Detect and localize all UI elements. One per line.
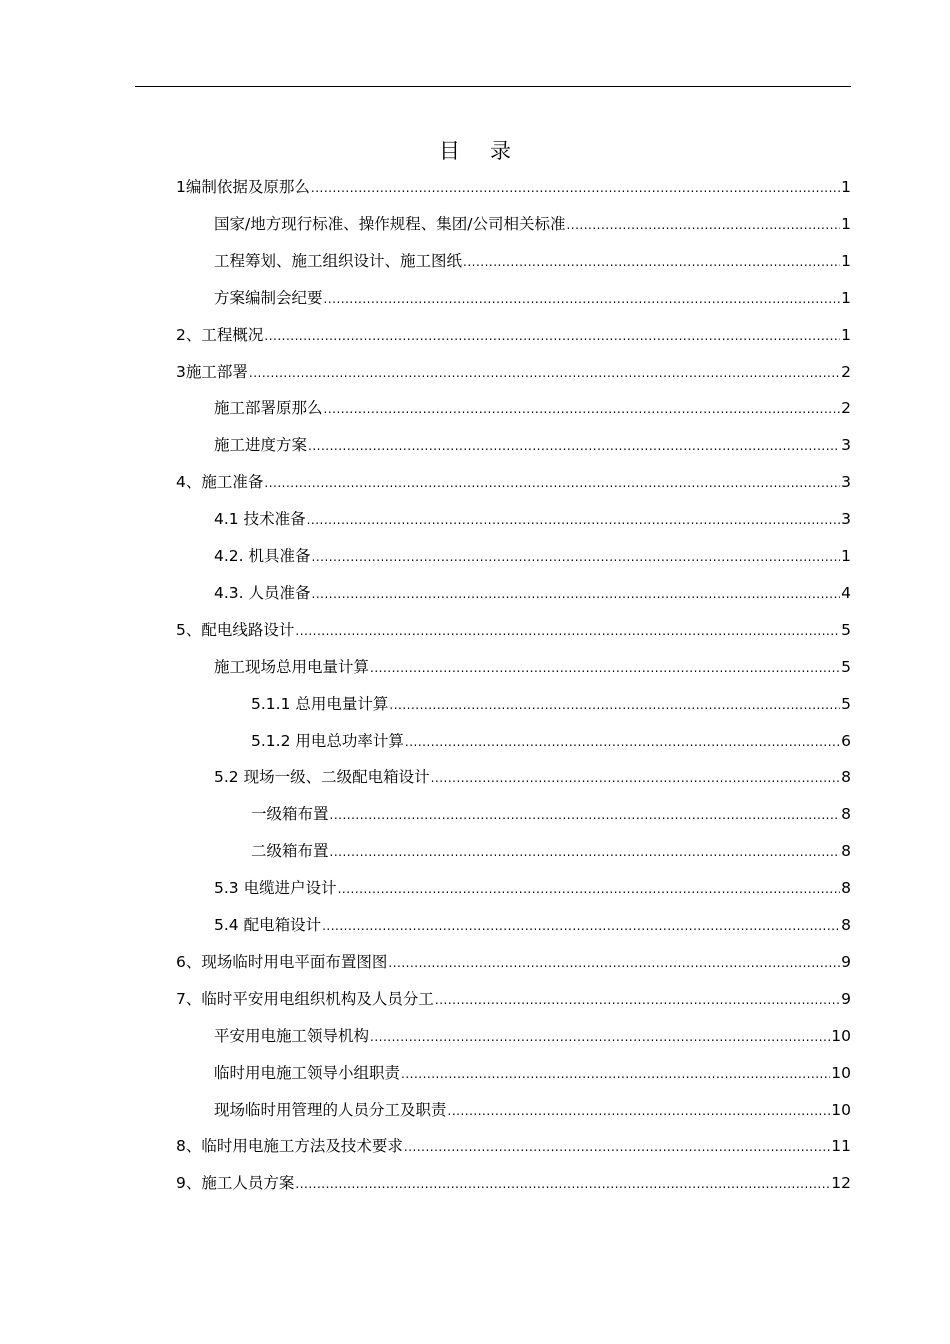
toc-entry-title: 5.2 现场一级、二级配电箱设计 — [214, 768, 430, 787]
toc-dot-leader — [401, 1057, 830, 1091]
toc-dot-leader — [405, 725, 840, 759]
toc-entry-title: 3施工部署 — [176, 362, 248, 381]
toc-entry-page-number: 1 — [841, 214, 851, 233]
toc-entry-title: 一级箱布置 — [251, 805, 329, 824]
toc-entry-page-number: 5 — [841, 620, 851, 639]
toc-dot-leader — [295, 614, 840, 648]
toc-entry-title: 临时用电施工领导小组职责 — [214, 1063, 401, 1082]
toc-dot-leader — [448, 1094, 831, 1128]
toc-entry[interactable] — [251, 724, 851, 758]
toc-entry-page-number: 3 — [841, 510, 851, 529]
toc-entry[interactable] — [214, 908, 851, 942]
toc-entry-page-number: 8 — [841, 842, 851, 861]
toc-entry[interactable] — [214, 576, 851, 610]
toc-entry-title: 5、配电线路设计 — [176, 620, 295, 639]
toc-dot-leader — [324, 282, 841, 316]
toc-entry-title: 4.3. 人员准备 — [214, 583, 311, 602]
toc-dot-leader — [322, 909, 840, 943]
toc-entry-page-number: 8 — [841, 916, 851, 934]
toc-entry-title: 9、施工人员方案 — [176, 1174, 295, 1193]
toc-dot-leader — [338, 872, 841, 906]
toc-entry[interactable] — [251, 834, 851, 868]
toc-entry-page-number: 10 — [831, 1100, 851, 1119]
toc-entry[interactable] — [214, 760, 851, 794]
toc-dot-leader — [330, 835, 841, 869]
toc-entry-title: 5.4 配电箱设计 — [214, 916, 322, 934]
toc-entry-page-number: 1 — [841, 178, 851, 196]
toc-entry-page-number: 1 — [841, 547, 851, 565]
toc-entry-title: 5.3 电缆进户设计 — [214, 879, 337, 898]
toc-entry-title: 工程筹划、施工组织设计、施工图纸 — [214, 251, 463, 270]
toc-entry[interactable] — [214, 244, 851, 278]
toc-entry-page-number: 3 — [841, 436, 851, 455]
toc-entry[interactable] — [214, 650, 851, 684]
toc-dot-leader — [264, 466, 840, 500]
toc-entry[interactable] — [214, 428, 851, 462]
toc-entry-title: 施工现场总用电量计算 — [214, 657, 370, 676]
toc-entry-page-number: 3 — [841, 473, 851, 492]
toc-entry-title: 8、临时用电施工方法及技术要求 — [176, 1137, 403, 1156]
toc-title-char-2: 录 — [490, 139, 511, 163]
toc-entry[interactable] — [176, 170, 851, 204]
toc-entry-page-number: 5 — [841, 657, 851, 676]
toc-entry[interactable] — [176, 613, 851, 647]
toc-entry-title: 国家/地方现行标准、操作规程、集团/公司相关标准 — [214, 214, 566, 233]
toc-entry[interactable] — [214, 281, 851, 315]
toc-entry[interactable] — [176, 1166, 851, 1200]
toc-entry-title: 7、临时平安用电组织机构及人员分工 — [176, 989, 434, 1008]
toc-dot-leader — [311, 171, 840, 205]
toc-entry-title: 方案编制会纪要 — [214, 288, 323, 307]
toc-entry-title: 平安用电施工领导机构 — [214, 1026, 370, 1045]
toc-entry[interactable] — [214, 1019, 851, 1053]
toc-entry-page-number: 1 — [841, 325, 851, 344]
toc-dot-leader — [463, 245, 840, 279]
toc-entry[interactable] — [214, 1093, 851, 1127]
toc-entry[interactable] — [176, 465, 851, 499]
toc-entry-page-number: 9 — [841, 989, 851, 1008]
toc-entry-page-number: 9 — [841, 952, 851, 971]
toc-entry-page-number: 11 — [831, 1137, 851, 1156]
toc-dot-leader — [312, 540, 841, 574]
toc-entry-page-number: 4 — [841, 583, 851, 602]
toc-entry-page-number: 1 — [841, 251, 851, 270]
toc-entry-page-number: 12 — [831, 1174, 851, 1193]
toc-dot-leader — [404, 1130, 830, 1164]
toc-entry-title: 二级箱布置 — [251, 842, 329, 861]
toc-entry[interactable] — [214, 539, 851, 573]
toc-dot-leader — [566, 208, 840, 242]
toc-dot-leader — [435, 983, 840, 1017]
toc-entry[interactable] — [214, 207, 851, 241]
toc-entry-title: 现场临时用管理的人员分工及职责 — [214, 1100, 447, 1119]
toc-entry-title: 4.1 技术准备 — [214, 510, 306, 529]
toc-dot-leader — [330, 798, 841, 832]
toc-dot-leader — [312, 577, 841, 611]
toc-entry[interactable] — [251, 797, 851, 831]
toc-dot-leader — [295, 1167, 830, 1201]
toc-entry[interactable] — [251, 687, 851, 721]
toc-dot-leader — [264, 319, 840, 353]
toc-entry-page-number: 5 — [841, 694, 851, 713]
toc-entry[interactable] — [176, 355, 851, 389]
toc-entry-title: 4、施工准备 — [176, 473, 264, 492]
toc-entry-page-number: 10 — [831, 1063, 851, 1082]
toc-entry-title: 4.2. 机具准备 — [214, 547, 311, 565]
toc-entry-title: 5.1.2 用电总功率计算 — [251, 731, 404, 750]
toc-entry[interactable] — [176, 945, 851, 979]
toc-entry-title: 6、现场临时用电平面布置图图 — [176, 952, 388, 971]
toc-entry[interactable] — [214, 502, 851, 536]
toc-entry[interactable] — [214, 1056, 851, 1090]
header-rule — [135, 86, 851, 87]
toc-entry-page-number: 6 — [841, 731, 851, 750]
toc-title — [0, 136, 950, 166]
toc-entry-page-number: 1 — [841, 288, 851, 307]
toc-entry-page-number: 8 — [841, 879, 851, 898]
toc-entry[interactable] — [176, 1129, 851, 1163]
toc-entry[interactable] — [214, 871, 851, 905]
toc-entry[interactable] — [214, 391, 851, 425]
toc-entry-title: 施工进度方案 — [214, 436, 308, 455]
toc-dot-leader — [308, 429, 840, 463]
toc-dot-leader — [307, 503, 841, 537]
toc-dot-leader — [388, 946, 840, 980]
toc-entry-page-number: 8 — [841, 768, 851, 787]
toc-entry-title: 1编制依据及原那么 — [176, 178, 310, 196]
toc-entry-title: 施工部署原那么 — [214, 399, 323, 418]
toc-dot-leader — [370, 651, 840, 685]
toc-entry-title: 5.1.1 总用电量计算 — [251, 694, 389, 713]
toc-dot-leader — [389, 688, 840, 722]
toc-entry[interactable] — [176, 982, 851, 1016]
toc-entry-page-number: 8 — [841, 805, 851, 824]
toc-entry-title: 2、工程概况 — [176, 325, 264, 344]
toc-title-char-1: 目 — [439, 139, 460, 163]
toc-entry[interactable] — [176, 318, 851, 352]
toc-dot-leader — [249, 356, 840, 390]
toc-dot-leader — [324, 392, 841, 426]
toc-dot-leader — [370, 1020, 830, 1054]
toc-dot-leader — [431, 761, 841, 795]
toc-entry-page-number: 10 — [831, 1026, 851, 1045]
toc-entry-page-number: 2 — [841, 362, 851, 381]
toc-entry-page-number: 2 — [841, 399, 851, 418]
